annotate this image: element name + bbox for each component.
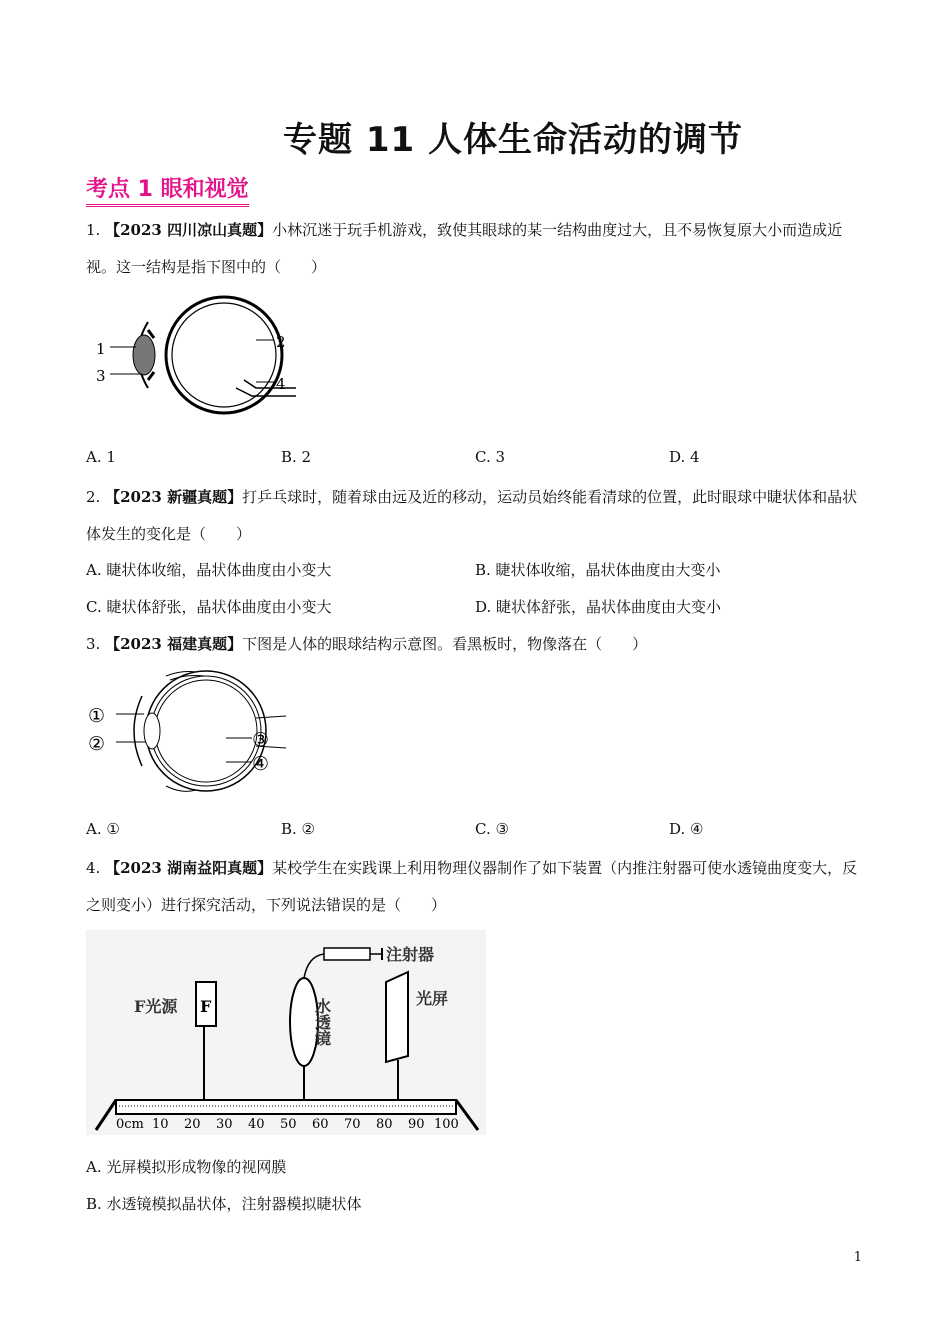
eyeball-diagram-1 — [86, 292, 296, 417]
scale-tick-90: 90 — [408, 1117, 425, 1132]
diagram-label-1: 1 — [96, 340, 106, 358]
diagram-label-4: ④ — [252, 753, 270, 775]
question-text: 小林沉迷于玩手机游戏，致使其眼球的某一结构曲度过大，且不易恢复原大小而造成近视。这一结构是指下图中的（ ） — [86, 221, 843, 276]
option-b: B. 2 — [281, 448, 312, 466]
option-c: C. 睫状体舒张，晶状体曲度由小变大 — [86, 598, 332, 616]
scale-tick-20: 20 — [184, 1117, 201, 1132]
option-d: D. 睫状体舒张，晶状体曲度由大变小 — [475, 598, 722, 616]
option-c: C. 3 — [475, 448, 506, 466]
option-a: A. 光屏模拟形成物像的视网膜 — [86, 1158, 287, 1176]
question-number: 2. — [86, 488, 106, 506]
page-title: 专题 11 人体生命活动的调节 — [283, 120, 743, 160]
option-b: B. ② — [281, 820, 316, 838]
question-source: 【2023 福建真题】 — [105, 635, 243, 653]
question-text: 某校学生在实践课上利用物理仪器制作了如下装置（内推注射器可使水透镜曲度变大，反之则变小）进行探究活动，下列说法错误的是（ ） — [86, 859, 858, 914]
diagram-label-3: 3 — [96, 367, 106, 385]
scale-tick-60: 60 — [312, 1117, 329, 1132]
diagram-label-2: 2 — [276, 333, 286, 351]
syringe-label: 注射器 — [386, 945, 435, 964]
scale-tick-80: 80 — [376, 1117, 393, 1132]
section-heading: 考点 1 眼和视觉 — [86, 172, 249, 207]
water-lens-label: 水透镜 — [312, 998, 332, 1046]
question-2 — [86, 479, 866, 553]
eyeball-figure — [110, 297, 296, 413]
light-source-label: F光源 — [134, 997, 178, 1016]
option-a: A. 1 — [86, 448, 116, 466]
scale-tick-40: 40 — [248, 1117, 265, 1132]
scale-tick-30: 30 — [216, 1117, 233, 1132]
question-text: 打乒乓球时，随着球由远及近的移动，运动员始终能看清球的位置，此时眼球中睫状体和晶状体发生的变化是（ ） — [86, 488, 858, 543]
scale-tick-70: 70 — [344, 1117, 361, 1132]
diagram-label-4: 4 — [276, 375, 286, 393]
diagram-label-3: ③ — [252, 729, 270, 751]
scale-tick-50: 50 — [280, 1117, 297, 1132]
question-source: 【2023 四川凉山真题】 — [105, 221, 273, 239]
question-3 — [86, 626, 866, 663]
question-text: 下图是人体的眼球结构示意图。看黑板时，物像落在（ ） — [242, 635, 648, 653]
question-number: 1. — [86, 221, 106, 239]
option-a: A. 睫状体收缩，晶状体曲度由小变大 — [86, 561, 332, 579]
question-source: 【2023 湖南益阳真题】 — [105, 859, 273, 877]
diagram-label-1: ① — [88, 705, 106, 727]
question-number: 4. — [86, 859, 106, 877]
option-d: D. ④ — [669, 820, 704, 838]
scale-tick-100: 100 — [434, 1117, 459, 1132]
scale-tick-10: 10 — [152, 1117, 169, 1132]
option-d: D. 4 — [669, 448, 700, 466]
page-number: 1 — [853, 1250, 862, 1265]
option-a: A. ① — [86, 820, 120, 838]
question-number: 3. — [86, 635, 106, 653]
question-4 — [86, 850, 866, 924]
option-c: C. ③ — [475, 820, 509, 838]
light-source-letter: F — [200, 997, 212, 1016]
question-source: 【2023 新疆真题】 — [105, 488, 243, 506]
option-b: B. 睫状体收缩，晶状体曲度由大变小 — [475, 561, 721, 579]
screen-label: 光屏 — [416, 989, 449, 1008]
eyeball-diagram-2 — [86, 666, 286, 796]
scale-tick-0: 0cm — [116, 1117, 144, 1132]
question-1 — [86, 212, 866, 286]
option-b: B. 水透镜模拟晶状体，注射器模拟睫状体 — [86, 1195, 362, 1213]
diagram-label-2: ② — [88, 733, 106, 755]
optical-bench-figure — [86, 930, 486, 1135]
